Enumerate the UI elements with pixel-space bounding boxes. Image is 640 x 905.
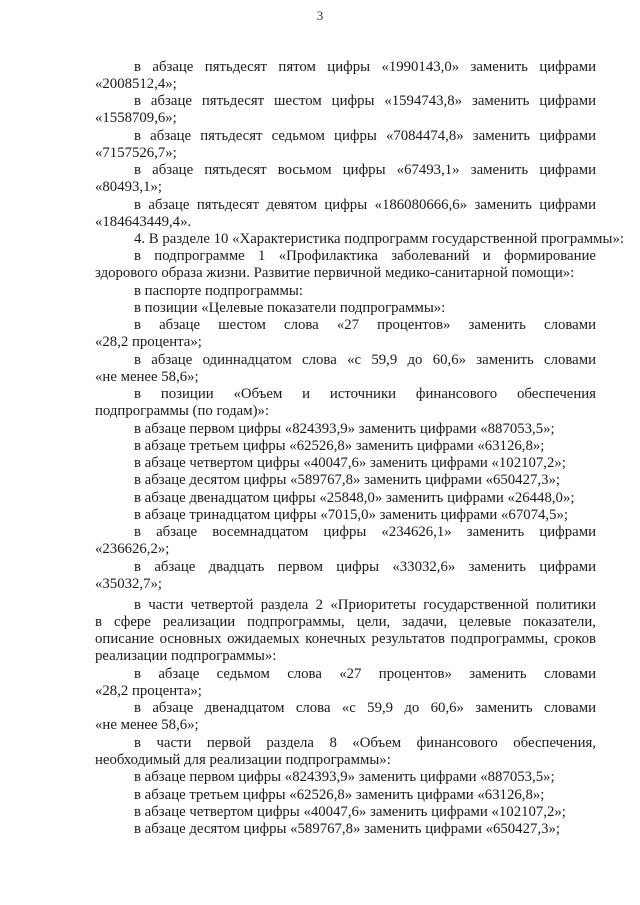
text-line: в абзаце двенадцатом цифры «25848,0» заменить цифрами «26448,0»; [134,490,575,506]
text-line: в абзаце шестом слова «27 процентов» заменить словами [134,317,596,333]
text-line: в абзаце третьем цифры «62526,8» заменить цифрами «63126,8»; [134,787,545,803]
text-line: «не менее 58,6»; [95,717,199,733]
text-line: «236626,2»; [95,541,170,557]
text-line: в абзаце третьем цифры «62526,8» заменить цифрами «63126,8»; [134,438,545,454]
text-line: в позиции «Целевые показатели подпрограммы»: [134,300,446,316]
text-line: в абзаце четвертом цифры «40047,6» заменить цифрами «102107,2»; [134,804,566,820]
text-line: «28,2 процента»; [95,683,202,699]
text-line: в абзаце пятьдесят седьмом цифры «7084474,8» заменить цифрами [134,128,596,144]
text-line: «7157526,7»; [95,145,177,161]
text-line: здорового образа жизни. Развитие первичной медико-санитарной помощи»: [95,265,575,281]
text-line: в абзаце двадцать первом цифры «33032,6» заменить цифрами [134,559,596,575]
text-line: «28,2 процента»; [95,334,202,350]
text-line: «184643449,4». [95,214,192,230]
page-number: 3 [316,8,324,23]
text-line: «2008512,4»; [95,76,177,92]
text-line: 4. В разделе 10 «Характеристика подпрограмм государственной программы»: [134,231,624,247]
text-line: реализации подпрограммы»: [95,648,277,664]
text-line: в части первой раздела 8 «Объем финансового обеспечения, [134,735,596,751]
text-line: в абзаце восемнадцатом цифры «234626,1» заменить цифрами [134,524,596,540]
text-line: в абзаце тринадцатом цифры «7015,0» заменить цифрами «67074,5»; [134,507,569,523]
text-line: в абзаце четвертом цифры «40047,6» заменить цифрами «102107,2»; [134,455,566,471]
text-line: в абзаце десятом цифры «589767,8» заменить цифрами «650427,3»; [134,821,560,837]
text-line: описание основных ожидаемых конечных результатов подпрограммы, сроков [95,631,596,647]
text-line: в подпрограмме 1 «Профилактика заболеваний и формирование [134,248,596,264]
text-line: в абзаце первом цифры «824393,9» заменить цифрами «887053,5»; [134,769,555,785]
text-line: в абзаце пятьдесят пятом цифры «1990143,0» заменить цифрами [134,59,596,75]
text-line: в абзаце одиннадцатом слова «с 59,9 до 60,6» заменить словами [134,352,596,368]
text-line: в абзаце седьмом слова «27 процентов» заменить словами [134,666,596,682]
text-line: в абзаце пятьдесят девятом цифры «186080666,6» заменить цифрами [134,197,596,213]
text-line: в части четвертой раздела 2 «Приоритеты государственной политики [134,597,596,613]
text-line: в абзаце пятьдесят шестом цифры «1594743,8» заменить цифрами [134,93,596,109]
text-line: необходимый для реализации подпрограммы»: [95,752,391,768]
text-line: «не менее 58,6»; [95,369,199,385]
text-line: подпрограммы (по годам)»: [95,403,270,419]
text-line: «80493,1»; [95,179,162,195]
text-line: в паспорте подпрограммы: [134,283,303,299]
text-line: «1558709,6»; [95,110,177,126]
text-line: «35032,7»; [95,576,162,592]
text-line: в абзаце двенадцатом слова «с 59,9 до 60,6» заменить словами [134,700,596,716]
text-line: в абзаце десятом цифры «589767,8» заменить цифрами «650427,3»; [134,472,560,488]
text-line: в сфере реализации подпрограммы, цели, задачи, целевые показатели, [95,614,596,630]
text-line: в абзаце пятьдесят восьмом цифры «67493,1» заменить цифрами [134,162,596,178]
text-line: в абзаце первом цифры «824393,9» заменить цифрами «887053,5»; [134,421,555,437]
text-line: в позиции «Объем и источники финансового обеспечения [134,386,596,402]
